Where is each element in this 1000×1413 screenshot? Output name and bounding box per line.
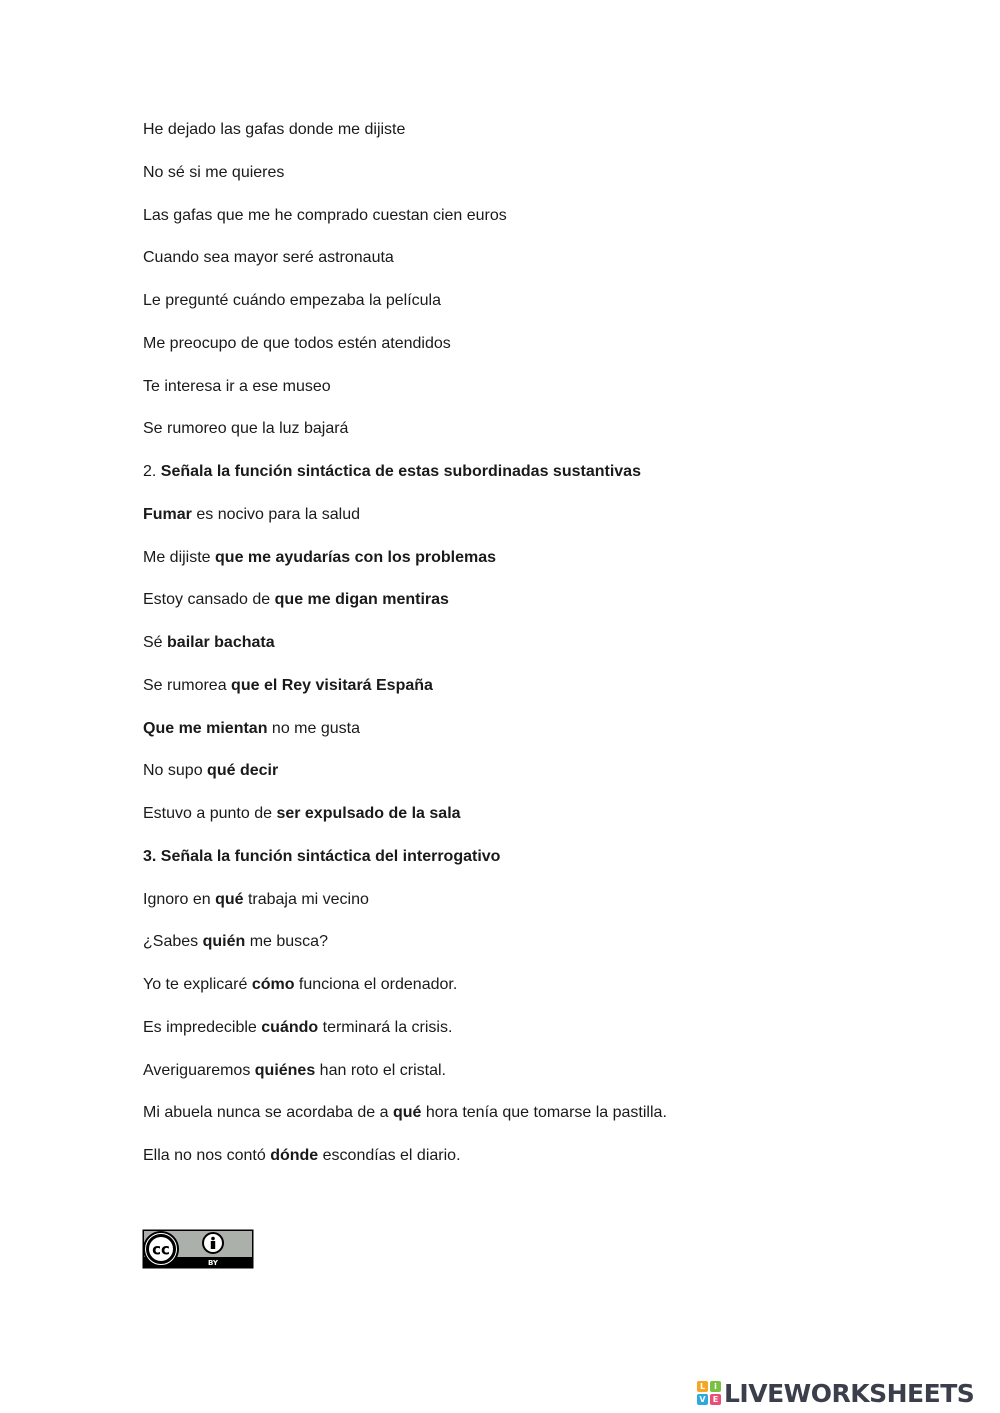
line-text: trabaja mi vecino bbox=[243, 890, 369, 908]
bold-text: 3. Señala la función sintáctica del interrogativo bbox=[143, 847, 501, 865]
line-text: Es impredecible bbox=[143, 1018, 262, 1036]
line-text: no me gusta bbox=[267, 719, 360, 737]
liveworksheets-logo bbox=[697, 1378, 974, 1408]
logo-mark-letter: V bbox=[697, 1394, 708, 1405]
line-text: Me preocupo de que todos estén atendidos bbox=[143, 334, 451, 352]
cc-badge-text: cc bbox=[152, 1240, 170, 1259]
liveworksheets-mark-icon bbox=[697, 1381, 721, 1405]
worksheet-line bbox=[143, 804, 461, 824]
line-text: ¿Sabes bbox=[143, 933, 203, 951]
bold-text: quiénes bbox=[254, 1061, 316, 1079]
bold-text: qué decir bbox=[207, 762, 279, 780]
worksheet-line bbox=[143, 975, 457, 995]
line-text: 2. bbox=[143, 463, 161, 480]
worksheet-line bbox=[143, 676, 433, 696]
line-text: hora tenía que tomarse la pastilla. bbox=[421, 1104, 667, 1122]
line-text: Se rumorea bbox=[143, 676, 232, 694]
worksheet-line bbox=[143, 1018, 452, 1038]
bold-text: Señala la función sintáctica de estas subordinadas sustantivas bbox=[160, 463, 641, 480]
cc-by-license-icon bbox=[142, 1229, 254, 1269]
bold-text: que el Rey visitará España bbox=[231, 676, 433, 694]
line-text: Las gafas que me he comprado cuestan cien euros bbox=[143, 206, 507, 224]
by-badge-text: BY bbox=[207, 1259, 219, 1267]
worksheet-line bbox=[143, 1061, 446, 1081]
bold-text: que me digan mentiras bbox=[274, 591, 449, 609]
logo-mark-letter: E bbox=[710, 1394, 721, 1405]
line-text: Mi abuela nunca se acordaba de a bbox=[143, 1104, 393, 1122]
bold-text: que me ayudarías con los problemas bbox=[215, 548, 497, 566]
bold-text: dónde bbox=[270, 1147, 319, 1164]
bold-text: cómo bbox=[251, 976, 295, 993]
line-text: No supo bbox=[143, 762, 208, 780]
bold-text: qué bbox=[215, 890, 244, 908]
worksheet-line bbox=[143, 847, 500, 867]
line-text: Estuvo a punto de bbox=[143, 805, 277, 822]
bold-text: bailar bachata bbox=[167, 634, 275, 651]
worksheet-line bbox=[143, 505, 360, 525]
line-text: No sé si me quieres bbox=[143, 163, 285, 181]
line-text: Averiguaremos bbox=[143, 1061, 255, 1079]
bold-text: Que me mientan bbox=[143, 719, 268, 737]
line-text: Ignoro en bbox=[143, 890, 216, 908]
line-text: funciona el ordenador. bbox=[294, 976, 458, 993]
line-text: Cuando sea mayor seré astronauta bbox=[143, 249, 394, 267]
worksheet-line bbox=[143, 206, 507, 226]
logo-mark-letter: L bbox=[697, 1381, 708, 1392]
line-text: Ella no nos contó bbox=[143, 1147, 271, 1164]
worksheet-line bbox=[143, 291, 441, 311]
bold-text: qué bbox=[392, 1104, 422, 1122]
line-text: Yo te explicaré bbox=[143, 976, 252, 993]
worksheet-line bbox=[143, 120, 405, 140]
bold-text: cuándo bbox=[261, 1018, 319, 1036]
line-text: Me dijiste bbox=[143, 548, 216, 566]
bold-text: quién bbox=[202, 933, 246, 951]
worksheet-line bbox=[143, 890, 369, 910]
worksheet-line bbox=[143, 590, 449, 610]
worksheet-line bbox=[143, 462, 641, 482]
line-text: es nocivo para la salud bbox=[191, 505, 361, 523]
line-text: Sé bbox=[143, 634, 168, 651]
line-text: me busca? bbox=[245, 933, 328, 951]
worksheet-line bbox=[143, 334, 451, 354]
line-text: He dejado las gafas donde me dijiste bbox=[143, 121, 406, 138]
worksheet-line bbox=[143, 248, 394, 268]
worksheet-line bbox=[143, 633, 275, 653]
line-text: terminará la crisis. bbox=[318, 1018, 453, 1036]
worksheet-line bbox=[143, 377, 331, 397]
liveworksheets-logo-text: LIVEWORKSHEETS bbox=[724, 1378, 975, 1408]
worksheet-line bbox=[143, 419, 348, 439]
worksheet-line bbox=[143, 761, 278, 781]
worksheet-line bbox=[143, 548, 496, 568]
line-text: Te interesa ir a ese museo bbox=[143, 377, 331, 395]
line-text: han roto el cristal. bbox=[315, 1061, 446, 1079]
logo-mark-letter: i bbox=[710, 1381, 721, 1392]
line-text: Le pregunté cuándo empezaba la película bbox=[143, 292, 441, 309]
line-text: Estoy cansado de bbox=[143, 591, 275, 609]
worksheet-line bbox=[143, 932, 328, 952]
bold-text: ser expulsado de la sala bbox=[276, 805, 461, 822]
worksheet-line bbox=[143, 1146, 461, 1166]
worksheet-line bbox=[143, 1103, 667, 1123]
line-text: escondías el diario. bbox=[318, 1147, 461, 1164]
worksheet-line bbox=[143, 719, 360, 739]
line-text: Se rumoreo que la luz bajará bbox=[143, 420, 349, 438]
worksheet-line bbox=[143, 163, 284, 183]
bold-text: Fumar bbox=[143, 505, 192, 523]
